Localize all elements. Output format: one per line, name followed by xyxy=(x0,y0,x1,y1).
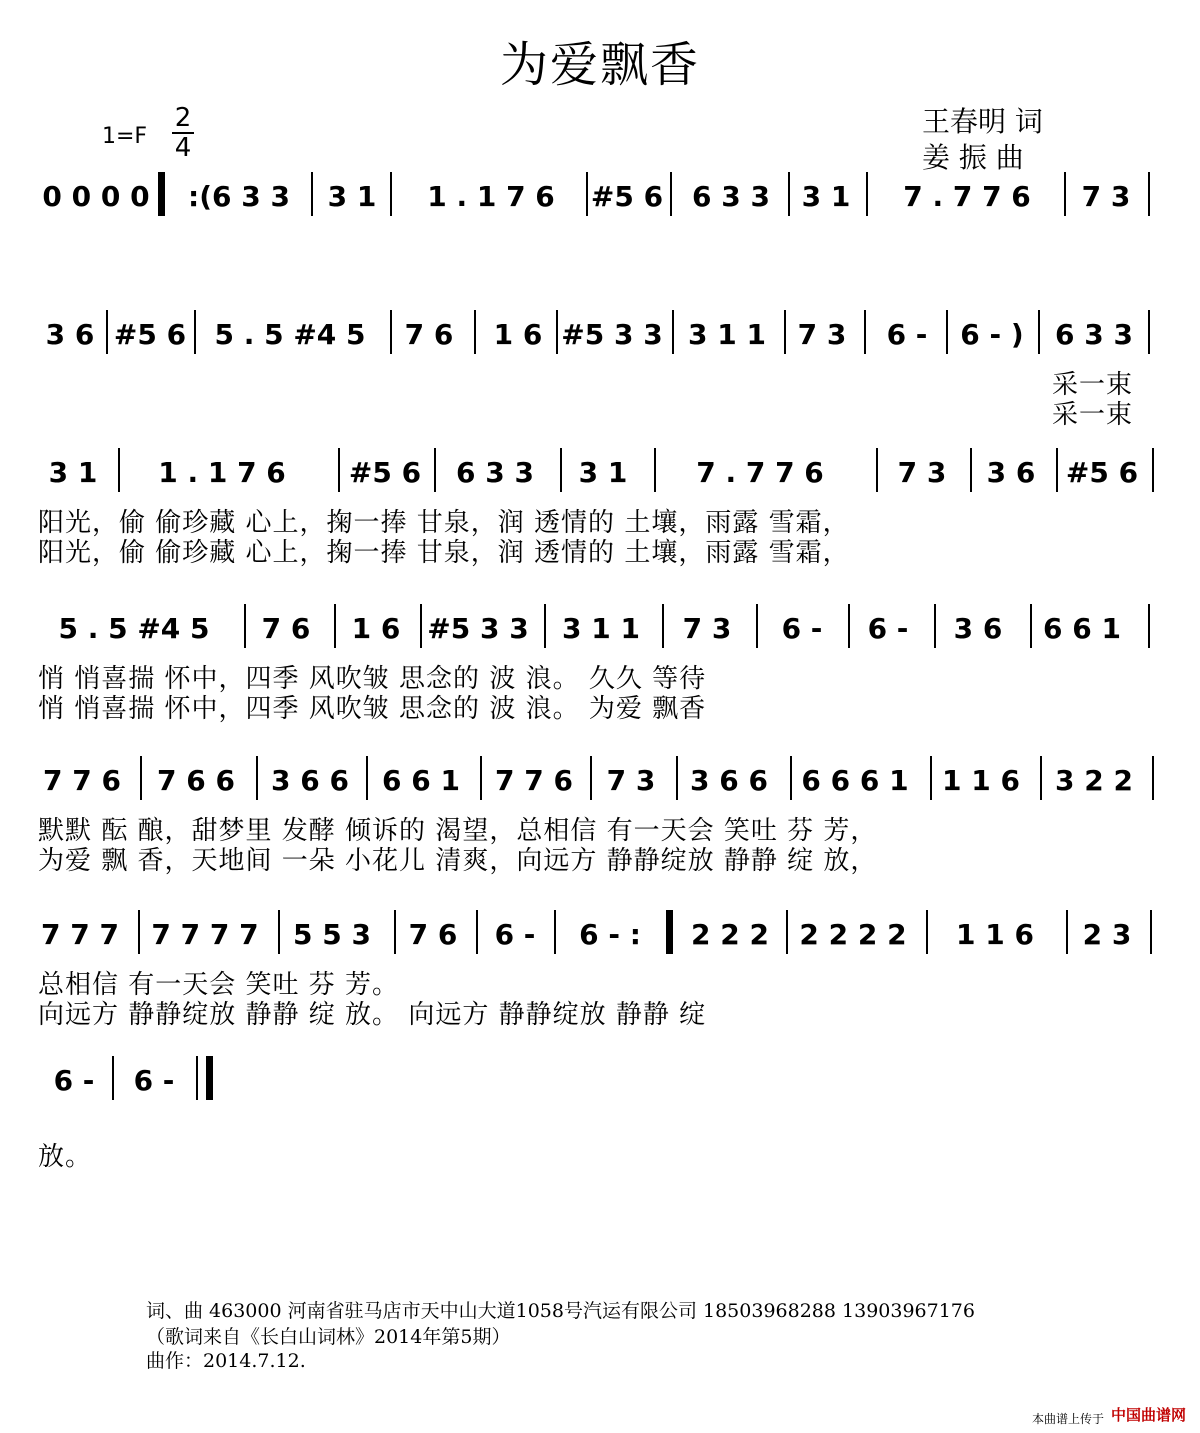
measure: 6 6 1 xyxy=(1043,611,1121,645)
barline xyxy=(194,310,196,354)
barline xyxy=(848,604,850,648)
measure: 6 - xyxy=(781,611,823,645)
lyric-line-2: 悄 悄喜揣 怀中，四季 风吹皱 思念的 波 浪。 为爱 飘香 xyxy=(38,694,707,724)
score-row-3 xyxy=(0,448,1200,568)
barline xyxy=(544,604,546,648)
barline xyxy=(590,756,592,800)
measure: 7 . 7 7 6 xyxy=(903,179,1031,213)
barline xyxy=(864,310,866,354)
barline xyxy=(106,310,108,354)
barline xyxy=(866,172,868,216)
barline xyxy=(474,310,476,354)
barline xyxy=(784,310,786,354)
measure: 7 6 6 xyxy=(157,763,235,797)
barline xyxy=(672,310,674,354)
measure: 3 1 xyxy=(48,455,98,489)
measure: 7 3 xyxy=(606,763,656,797)
barline xyxy=(676,756,678,800)
measure: 3 6 xyxy=(45,317,95,351)
repeat-barline xyxy=(158,172,165,216)
measure: 7 3 xyxy=(682,611,732,645)
barline xyxy=(1064,172,1066,216)
barline xyxy=(1148,604,1150,648)
lyric-line-2: 采一束 xyxy=(1052,400,1134,430)
measure: 6 3 3 xyxy=(456,455,534,489)
barline xyxy=(670,172,672,216)
lyric-line-1: 阳光，偷 偷珍藏 心上，掬一捧 甘泉，润 透情的 土壤，雨露 雪霜， xyxy=(38,508,850,538)
measure: 1 1 6 xyxy=(956,917,1034,951)
measure: 6 - xyxy=(53,1063,95,1097)
measure: 6 3 3 xyxy=(1055,317,1133,351)
barline xyxy=(394,910,396,954)
lyricist-credit: 王春明 词 xyxy=(922,105,1043,138)
measure: 7 6 xyxy=(408,917,458,951)
barline xyxy=(256,756,258,800)
time-signature-top: 2 xyxy=(174,103,192,133)
barline xyxy=(420,604,422,648)
measure: 6 - xyxy=(886,317,928,351)
measure: #5 3 3 xyxy=(427,611,529,645)
score-row-6 xyxy=(0,910,1200,1030)
measure: 7 3 xyxy=(897,455,947,489)
measure: 5 5 3 xyxy=(293,917,371,951)
measure: 7 6 xyxy=(261,611,311,645)
barline xyxy=(1150,910,1152,954)
measure: 2 3 xyxy=(1082,917,1132,951)
footer-contact: 词、曲 463000 河南省驻马店市天中山大道1058号汽运有限公司 18503968288 13903967176 xyxy=(146,1300,975,1322)
barline xyxy=(1038,310,1040,354)
lyric-line-2: 为爱 飘 香，天地间 一朵 小花儿 清爽，向远方 静静绽放 静静 绽 放， xyxy=(38,846,878,876)
measure: 7 . 7 7 6 xyxy=(696,455,824,489)
measure: 3 1 xyxy=(578,455,628,489)
score-row-5 xyxy=(0,756,1200,876)
barline xyxy=(1040,756,1042,800)
barline xyxy=(946,310,948,354)
score-row-2 xyxy=(0,310,1200,430)
measure: 6 - xyxy=(133,1063,175,1097)
barline xyxy=(140,756,142,800)
measure: 3 1 1 xyxy=(688,317,766,351)
barline xyxy=(560,448,562,492)
key-signature: 1=F xyxy=(102,124,148,149)
barline xyxy=(654,448,656,492)
measure: 6 - xyxy=(867,611,909,645)
barline xyxy=(1066,910,1068,954)
barline xyxy=(476,910,478,954)
barline xyxy=(790,756,792,800)
measure: 3 2 2 xyxy=(1055,763,1133,797)
measure: 6 3 3 xyxy=(692,179,770,213)
barline xyxy=(662,604,664,648)
measure: 1 . 1 7 6 xyxy=(158,455,286,489)
barline xyxy=(970,448,972,492)
measure: 5 . 5 #4 5 xyxy=(58,611,210,645)
barline xyxy=(934,604,936,648)
barline xyxy=(926,910,928,954)
barline xyxy=(1152,448,1154,492)
lyric-line-1: 悄 悄喜揣 怀中，四季 风吹皱 思念的 波 浪。 久久 等待 xyxy=(38,664,707,694)
score-row-1 xyxy=(0,172,1200,232)
barline xyxy=(138,910,140,954)
barline xyxy=(554,910,556,954)
barline xyxy=(118,448,120,492)
measure: 1 1 6 xyxy=(942,763,1020,797)
measure: 3 6 xyxy=(953,611,1003,645)
barline xyxy=(786,910,788,954)
time-signature-bottom: 4 xyxy=(172,132,194,162)
measure: 1 6 xyxy=(493,317,543,351)
measure: 3 1 1 xyxy=(562,611,640,645)
barline xyxy=(390,310,392,354)
barline xyxy=(366,756,368,800)
measure: 3 1 xyxy=(327,179,377,213)
final-barline xyxy=(206,1056,213,1100)
measure: :(6 3 3 xyxy=(188,179,290,213)
measure: 7 7 6 xyxy=(43,763,121,797)
lyric-line-2: 向远方 静静绽放 静静 绽 放。 向远方 静静绽放 静静 绽 xyxy=(38,1000,707,1030)
barline xyxy=(311,172,313,216)
score-row-7 xyxy=(0,1056,1200,1172)
measure: #5 6 xyxy=(590,179,664,213)
composer-credit: 姜 振 曲 xyxy=(922,141,1024,174)
site-logo[interactable]: 中国曲谱网 xyxy=(1110,1406,1186,1424)
barline xyxy=(112,1056,114,1100)
barline xyxy=(1030,604,1032,648)
measure: 7 7 7 xyxy=(41,917,119,951)
measure: #5 3 3 xyxy=(561,317,663,351)
barline xyxy=(338,448,340,492)
measure: 6 6 6 1 xyxy=(801,763,909,797)
measure: 3 6 6 xyxy=(690,763,768,797)
lyric-line-1: 默默 酝 酿，甜梦里 发酵 倾诉的 渴望，总相信 有一天会 笑吐 芬 芳， xyxy=(38,816,878,846)
measure: 1 6 xyxy=(351,611,401,645)
measure: 7 3 xyxy=(1081,179,1131,213)
measure: 7 7 7 7 xyxy=(151,917,259,951)
lyric-line-2: 阳光，偷 偷珍藏 心上，掬一捧 甘泉，润 透情的 土壤，雨露 雪霜， xyxy=(38,538,850,568)
measure: 5 . 5 #4 5 xyxy=(214,317,366,351)
barline xyxy=(244,604,246,648)
measure: #5 6 xyxy=(113,317,187,351)
measure: 7 3 xyxy=(797,317,847,351)
time-signature xyxy=(172,104,194,162)
measure: 3 6 6 xyxy=(271,763,349,797)
lyric-line-1: 采一束 xyxy=(1052,370,1134,400)
repeat-end-barline xyxy=(666,910,673,954)
measure: 0 0 0 0 xyxy=(42,179,150,213)
barline xyxy=(876,448,878,492)
barline xyxy=(788,172,790,216)
measure: #5 6 xyxy=(1065,455,1139,489)
barline xyxy=(1148,310,1150,354)
barline xyxy=(1148,172,1150,216)
measure: 2 2 2 2 xyxy=(799,917,907,951)
measure: 7 6 xyxy=(404,317,454,351)
lyric-line-1: 放。 xyxy=(38,1142,93,1172)
barline xyxy=(1056,448,1058,492)
score-row-4 xyxy=(0,604,1200,724)
barline xyxy=(334,604,336,648)
measure: 6 - : xyxy=(579,917,641,951)
barline xyxy=(756,604,758,648)
barline xyxy=(390,172,392,216)
barline xyxy=(196,1056,198,1100)
measure: 2 2 2 xyxy=(691,917,769,951)
page-title: 为爱飘香 xyxy=(499,37,700,93)
footer-date: 曲作：2014.7.12. xyxy=(146,1350,306,1372)
upload-note: 本曲谱上传于 xyxy=(1031,1412,1104,1426)
measure: 3 1 xyxy=(801,179,851,213)
barline xyxy=(480,756,482,800)
measure: 3 6 xyxy=(986,455,1036,489)
barline xyxy=(556,310,558,354)
measure: 6 - ) xyxy=(960,317,1024,351)
measure: #5 6 xyxy=(348,455,422,489)
barline xyxy=(1152,756,1154,800)
measure: 1 . 1 7 6 xyxy=(427,179,555,213)
barline xyxy=(586,172,588,216)
footer-source: （歌词来自《长白山词林》2014年第5期） xyxy=(146,1326,511,1348)
measure: 6 6 1 xyxy=(382,763,460,797)
lyric-line-1: 总相信 有一天会 笑吐 芬 芳。 xyxy=(38,970,400,1000)
barline xyxy=(278,910,280,954)
barline xyxy=(930,756,932,800)
barline xyxy=(434,448,436,492)
measure: 6 - xyxy=(494,917,536,951)
measure: 7 7 6 xyxy=(495,763,573,797)
